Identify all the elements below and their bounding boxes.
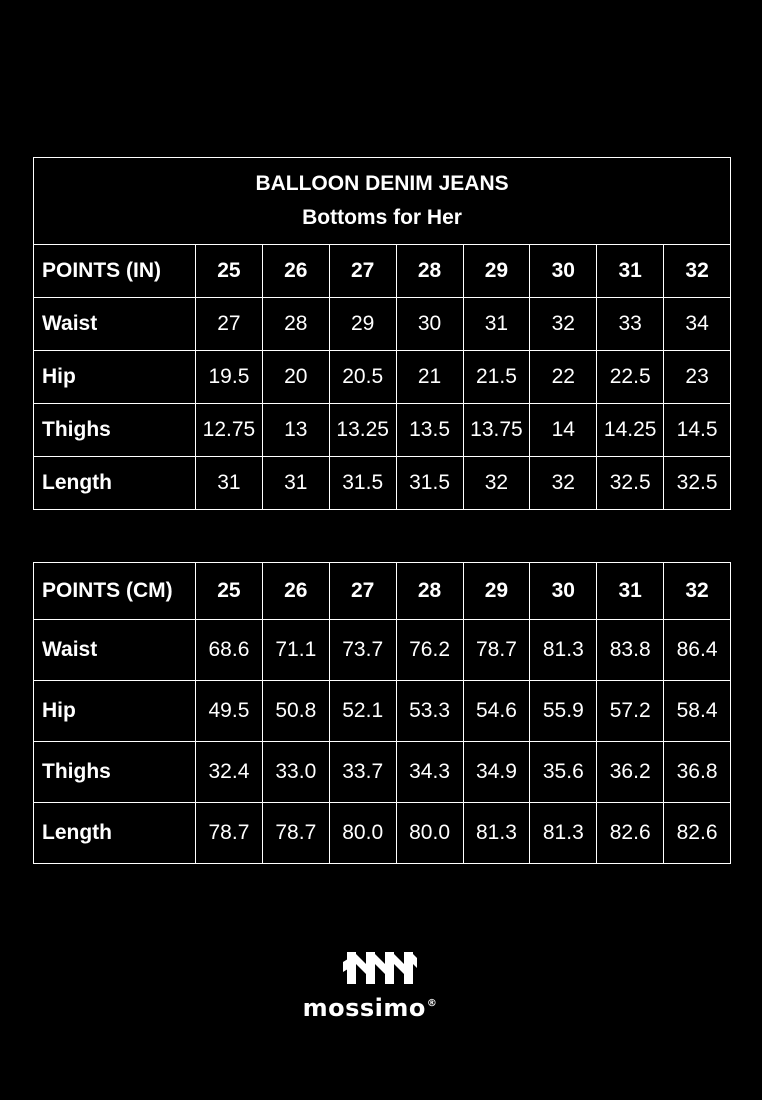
table-cell: 22.5: [597, 351, 664, 404]
table-cell: 76.2: [396, 620, 463, 681]
row-label: Hip: [34, 351, 196, 404]
table-cell: 35.6: [530, 742, 597, 803]
size-header: 27: [329, 245, 396, 298]
table-row-waist-in: [34, 298, 731, 351]
table-cell: 31: [196, 457, 263, 510]
size-header: 26: [262, 245, 329, 298]
table-cell: 32.5: [597, 457, 664, 510]
table-cell: 14.25: [597, 404, 664, 457]
row-label: Waist: [34, 298, 196, 351]
size-header: 25: [196, 245, 263, 298]
table-cell: 36.8: [664, 742, 731, 803]
table-cell: 32.4: [196, 742, 263, 803]
table-cell: 78.7: [463, 620, 530, 681]
brand-logo: [290, 948, 470, 1022]
table-cell: 71.1: [262, 620, 329, 681]
mossimo-m-mark-icon: [343, 948, 417, 988]
table-cell: 28: [262, 298, 329, 351]
table-cell: 34.9: [463, 742, 530, 803]
table-cell: 32: [463, 457, 530, 510]
table-cell: 12.75: [196, 404, 263, 457]
header-row-inches: [34, 245, 731, 298]
size-header: 28: [396, 245, 463, 298]
table-row-length-in: [34, 457, 731, 510]
table-row-thighs-in: [34, 404, 731, 457]
table-cell: 78.7: [262, 803, 329, 864]
table-cell: 34: [664, 298, 731, 351]
table-cell: 31: [463, 298, 530, 351]
brand-name: mossimo: [302, 994, 426, 1022]
table-row-waist-cm: [34, 620, 731, 681]
size-header: 32: [664, 245, 731, 298]
size-header: 29: [463, 245, 530, 298]
table-cell: 83.8: [597, 620, 664, 681]
table-cell: 82.6: [597, 803, 664, 864]
registered-mark: ®: [426, 998, 438, 1009]
row-label: Thighs: [34, 742, 196, 803]
table-cell: 32: [530, 298, 597, 351]
chart-title: [34, 158, 731, 245]
size-header: 28: [396, 563, 463, 620]
table-cell: 19.5: [196, 351, 263, 404]
points-in-header: POINTS (IN): [34, 245, 196, 298]
size-header: 31: [597, 563, 664, 620]
table-row-length-cm: [34, 803, 731, 864]
table-cell: 58.4: [664, 681, 731, 742]
table-cell: 49.5: [196, 681, 263, 742]
size-chart-inches: [33, 157, 731, 510]
table-cell: 54.6: [463, 681, 530, 742]
table-cell: 22: [530, 351, 597, 404]
table-cell: 68.6: [196, 620, 263, 681]
row-label: Length: [34, 457, 196, 510]
table-cell: 13: [262, 404, 329, 457]
table-row-thighs-cm: [34, 742, 731, 803]
table-cell: 36.2: [597, 742, 664, 803]
table-cell: 57.2: [597, 681, 664, 742]
table-cell: 14: [530, 404, 597, 457]
table-cell: 31.5: [329, 457, 396, 510]
table-cell: 80.0: [329, 803, 396, 864]
table-row-hip-in: [34, 351, 731, 404]
row-label: Waist: [34, 620, 196, 681]
table-cell: 78.7: [196, 803, 263, 864]
table-cell: 23: [664, 351, 731, 404]
table-cell: 73.7: [329, 620, 396, 681]
table-cell: 13.75: [463, 404, 530, 457]
table-cell: 33.7: [329, 742, 396, 803]
row-label: Thighs: [34, 404, 196, 457]
table-cell: 31: [262, 457, 329, 510]
table-cell: 32.5: [664, 457, 731, 510]
table-cell: 20.5: [329, 351, 396, 404]
table-cell: 13.5: [396, 404, 463, 457]
table-cell: 82.6: [664, 803, 731, 864]
size-chart-centimeters: [33, 562, 731, 864]
size-header: 30: [530, 563, 597, 620]
table-cell: 21.5: [463, 351, 530, 404]
header-row-cm: [34, 563, 731, 620]
table-cell: 34.3: [396, 742, 463, 803]
brand-wordmark: [303, 994, 438, 1022]
points-cm-header: POINTS (CM): [34, 563, 196, 620]
size-header: 30: [530, 245, 597, 298]
table-cell: 81.3: [530, 803, 597, 864]
table-cell: 21: [396, 351, 463, 404]
size-header: 31: [597, 245, 664, 298]
table-cell: 31.5: [396, 457, 463, 510]
table-cell: 55.9: [530, 681, 597, 742]
table-row-hip-cm: [34, 681, 731, 742]
size-header: 26: [262, 563, 329, 620]
table-cell: 30: [396, 298, 463, 351]
size-header: 32: [664, 563, 731, 620]
table-cell: 13.25: [329, 404, 396, 457]
table-cell: 80.0: [396, 803, 463, 864]
table-cell: 52.1: [329, 681, 396, 742]
size-header: 27: [329, 563, 396, 620]
table-cell: 86.4: [664, 620, 731, 681]
table-cell: 33: [597, 298, 664, 351]
product-title: BALLOON DENIM JEANS: [255, 172, 509, 195]
size-header: 25: [196, 563, 263, 620]
table-cell: 29: [329, 298, 396, 351]
table-cell: 81.3: [530, 620, 597, 681]
table-cell: 50.8: [262, 681, 329, 742]
table-cell: 81.3: [463, 803, 530, 864]
table-cell: 32: [530, 457, 597, 510]
table-cell: 14.5: [664, 404, 731, 457]
table-cell: 33.0: [262, 742, 329, 803]
table-cell: 27: [196, 298, 263, 351]
product-subtitle: Bottoms for Her: [302, 206, 462, 229]
table-cell: 20: [262, 351, 329, 404]
table-cell: 53.3: [396, 681, 463, 742]
row-label: Length: [34, 803, 196, 864]
row-label: Hip: [34, 681, 196, 742]
size-header: 29: [463, 563, 530, 620]
